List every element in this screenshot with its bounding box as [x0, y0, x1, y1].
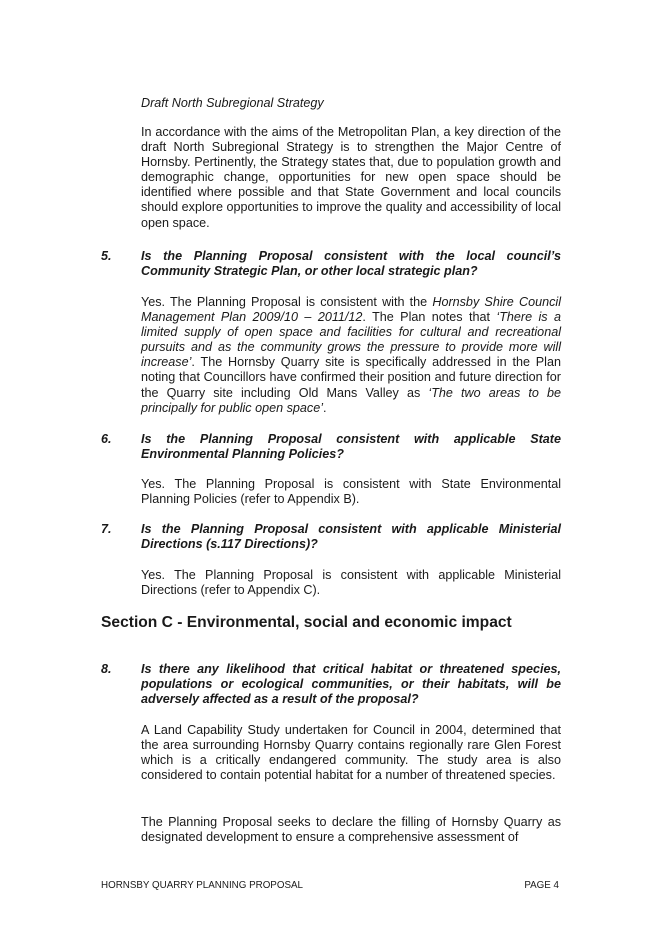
question-7-number: 7. — [101, 522, 112, 536]
question-8-text: Is there any likelihood that critical habitat or threatened species, populations or ecological communities, or their habitats, will be adversely affected as a result of the proposal? — [141, 662, 561, 707]
q5-answer-part-c: . The Plan notes that — [362, 310, 497, 325]
q5-answer-quote-2: ‘The two areas to be principally for public open space’ — [141, 385, 562, 415]
q5-answer-quote-1: ‘There is a limited supply of open space and facilities for cultural and recreational pursuits and as the community grows the pressure to provide more will increase’ — [141, 310, 561, 370]
question-6-text: Is the Planning Proposal consistent with applicable State Environmental Planning Policies? — [141, 432, 561, 462]
question-5-text: Is the Planning Proposal consistent with the local council’s Community Strategic Plan, or other local strategic plan? — [141, 249, 561, 279]
question-6-answer: Yes. The Planning Proposal is consistent with State Environmental Planning Policies (refer to Appendix B). — [141, 477, 561, 507]
q5-answer-part-a: Yes. The Planning Proposal is consistent with the — [141, 295, 433, 309]
question-7-text: Is the Planning Proposal consistent with applicable Ministerial Directions (s.117 Directions)? — [141, 522, 561, 552]
question-7-answer: Yes. The Planning Proposal is consistent with applicable Ministerial Directions (refer to Appendix C). — [141, 568, 561, 598]
question-8-answer-paragraph-2: The Planning Proposal seeks to declare the filling of Hornsby Quarry as designated development to ensure a comprehensive assessment of — [141, 815, 561, 845]
question-5-answer — [141, 295, 561, 416]
subheading-draft-north-subregional-strategy: Draft North Subregional Strategy — [141, 96, 324, 110]
question-5-number: 5. — [101, 249, 112, 263]
footer-document-title: HORNSBY QUARRY PLANNING PROPOSAL — [101, 880, 303, 891]
section-c-heading: Section C - Environmental, social and economic impact — [101, 614, 512, 631]
question-6-number: 6. — [101, 432, 112, 446]
intro-paragraph: In accordance with the aims of the Metropolitan Plan, a key direction of the draft North Subregional Strategy is to strengthen the Major Centre of Hornsby. Pertinently, the Strategy states that, due to population growth and demographic change, opportunities for new open space should be identified where possible and that State Government and local councils should explore opportunities to improve the quality and accessibility of local open space. — [141, 125, 561, 230]
footer-page-number: PAGE 4 — [524, 880, 559, 891]
q5-answer-part-e: . The Hornsby Quarry site is specifically addressed in the Plan noting that Councillors have confirmed their position and future direction for the Quarry site including Old Mans Valley as — [141, 355, 561, 400]
question-8-answer-paragraph-1: A Land Capability Study undertaken for Council in 2004, determined that the area surrounding Hornsby Quarry contains regionally rare Glen Forest which is a critically endangered community. The study area is also considered to contain potential habitat for a number of threatened species. — [141, 723, 561, 783]
question-8-number: 8. — [101, 662, 112, 676]
q5-answer-plan-name: Hornsby Shire Council Management Plan 2009/10 – 2011/12 — [141, 295, 561, 325]
q5-answer-part-g: . — [323, 400, 327, 415]
